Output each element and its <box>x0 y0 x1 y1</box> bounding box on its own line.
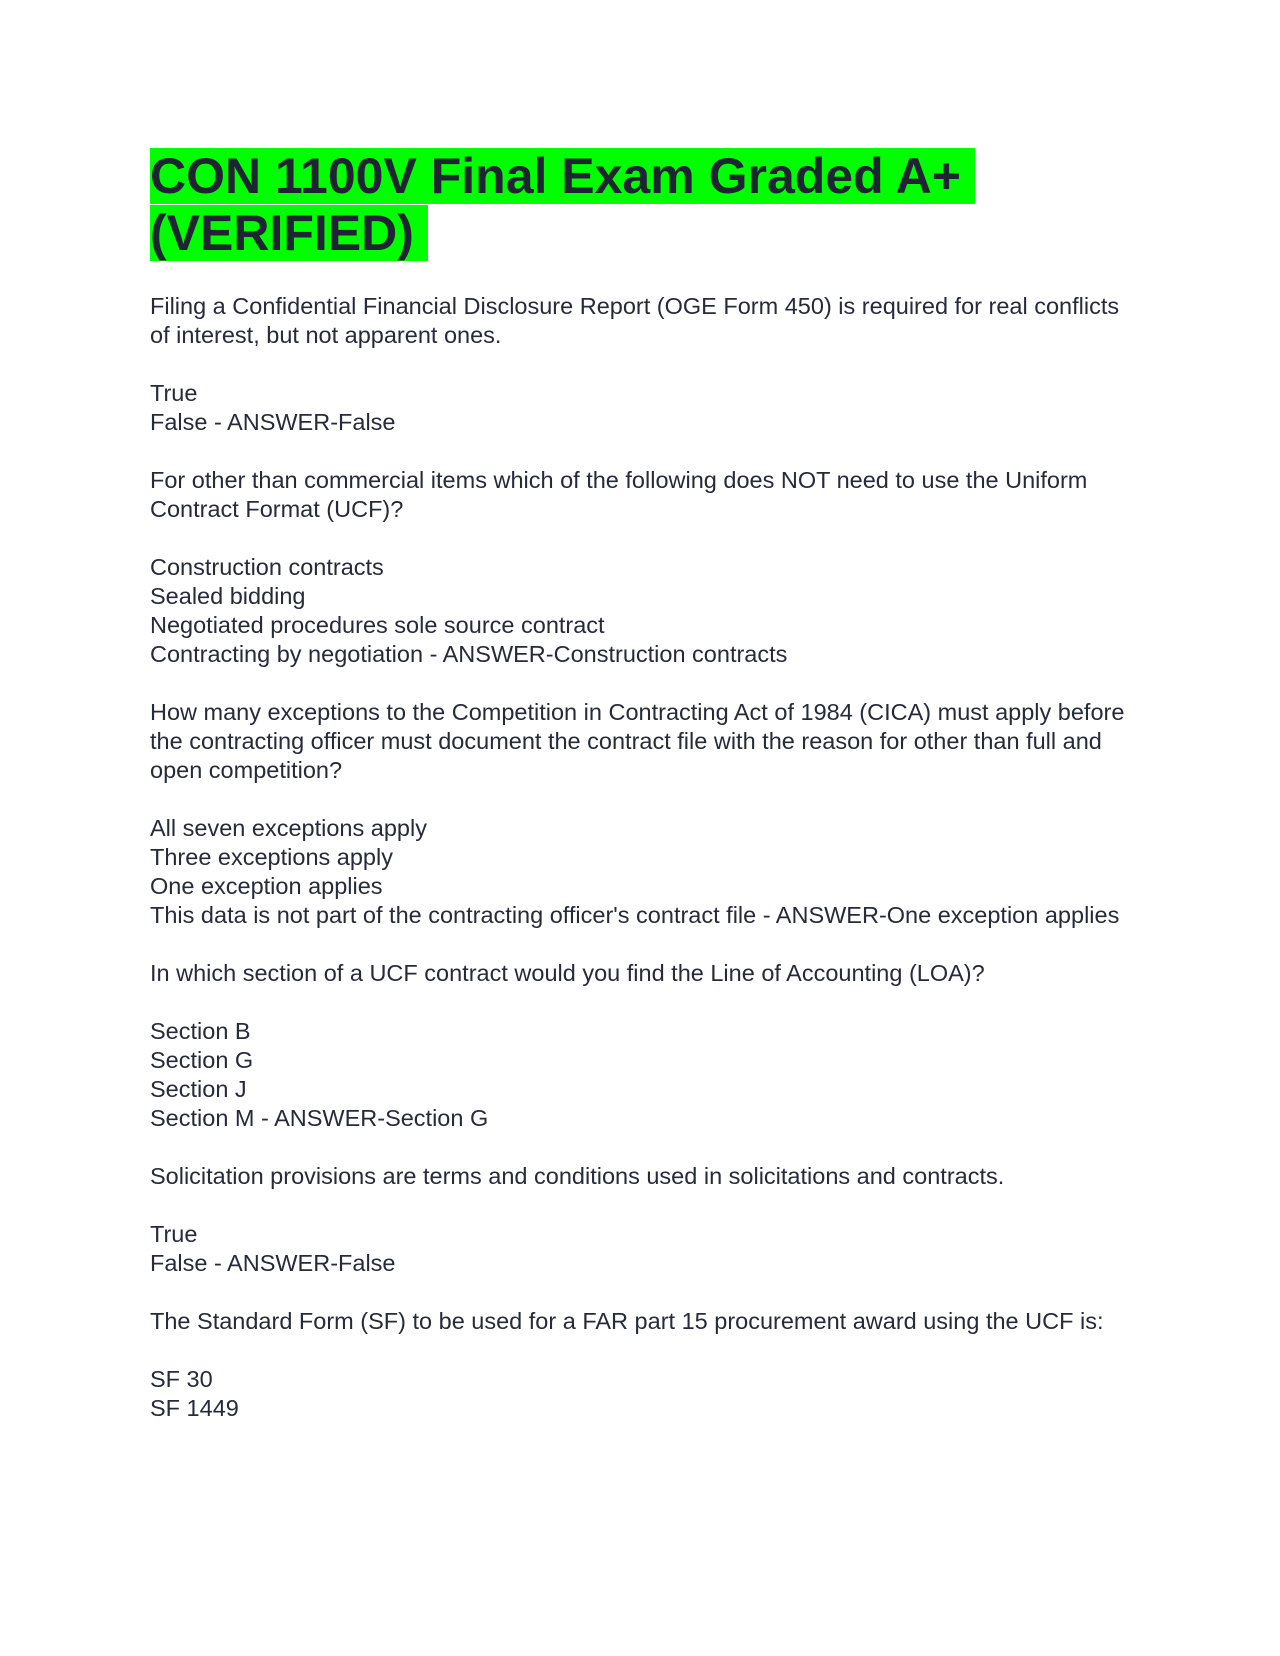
answer-separator: - ANSWER- <box>423 641 554 667</box>
option: SF 30 <box>150 1366 213 1392</box>
option-text: False <box>150 1250 208 1276</box>
option-with-answer <box>150 1249 1130 1278</box>
answer-separator: - ANSWER- <box>254 1105 386 1131</box>
option: Three exceptions apply <box>150 844 393 870</box>
option: One exception applies <box>150 873 383 899</box>
option-with-answer <box>150 901 1130 930</box>
document-title <box>150 148 1130 262</box>
options-list <box>150 553 1130 669</box>
question-block <box>150 466 1130 669</box>
option: Construction contracts <box>150 554 384 580</box>
option-text: Section M <box>150 1105 255 1131</box>
option: Section G <box>150 1047 254 1073</box>
question-text: For other than commercial items which of the following does NOT need to use the Uniform Contract Format (UCF)? <box>150 467 1088 522</box>
question-block <box>150 698 1130 930</box>
question-block <box>150 1307 1130 1423</box>
option-with-answer <box>150 1104 1130 1133</box>
options-list <box>150 1365 1130 1423</box>
option: Negotiated procedures sole source contract <box>150 612 605 638</box>
answer-separator: - ANSWER- <box>207 409 339 435</box>
option-with-answer <box>150 408 1130 437</box>
document-page <box>150 148 1130 1452</box>
option: Sealed bidding <box>150 583 306 609</box>
question-block <box>150 1162 1130 1278</box>
question-text: Filing a Confidential Financial Disclosure Report (OGE Form 450) is required for real conflicts of interest, but not apparent ones. <box>150 293 1120 348</box>
option-with-answer <box>150 640 1130 669</box>
option: True <box>150 1221 198 1247</box>
option: SF 1449 <box>150 1395 239 1421</box>
option: Section J <box>150 1076 247 1102</box>
option-text: This data is not part of the contracting officer's contract file <box>150 902 757 928</box>
option: True <box>150 380 198 406</box>
option: Section B <box>150 1018 251 1044</box>
options-list <box>150 1220 1130 1278</box>
title-highlight: CON 1100V Final Exam Graded A+ (VERIFIED) <box>150 148 975 261</box>
options-list <box>150 379 1130 437</box>
answer-separator: - ANSWER- <box>207 1250 339 1276</box>
option-text: Contracting by negotiation <box>150 641 424 667</box>
answer-separator: - ANSWER- <box>756 902 887 928</box>
question-text: In which section of a UCF contract would you find the Line of Accounting (LOA)? <box>150 960 985 986</box>
question-text: The Standard Form (SF) to be used for a FAR part 15 procurement award using the UCF is: <box>150 1308 1104 1334</box>
answer-text: Section G <box>385 1105 489 1131</box>
question-block <box>150 959 1130 1133</box>
options-list <box>150 814 1130 930</box>
question-block <box>150 292 1130 437</box>
options-list <box>150 1017 1130 1133</box>
option-text: False <box>150 409 208 435</box>
answer-text: False <box>338 409 396 435</box>
answer-text: Construction contracts <box>553 641 788 667</box>
question-text: Solicitation provisions are terms and conditions used in solicitations and contracts. <box>150 1163 1005 1189</box>
option: All seven exceptions apply <box>150 815 427 841</box>
answer-text: One exception applies <box>886 902 1120 928</box>
answer-text: False <box>338 1250 396 1276</box>
question-text: How many exceptions to the Competition in Contracting Act of 1984 (CICA) must apply before the contracting officer must document the contract file with the reason for other than full and open competition? <box>150 699 1125 783</box>
